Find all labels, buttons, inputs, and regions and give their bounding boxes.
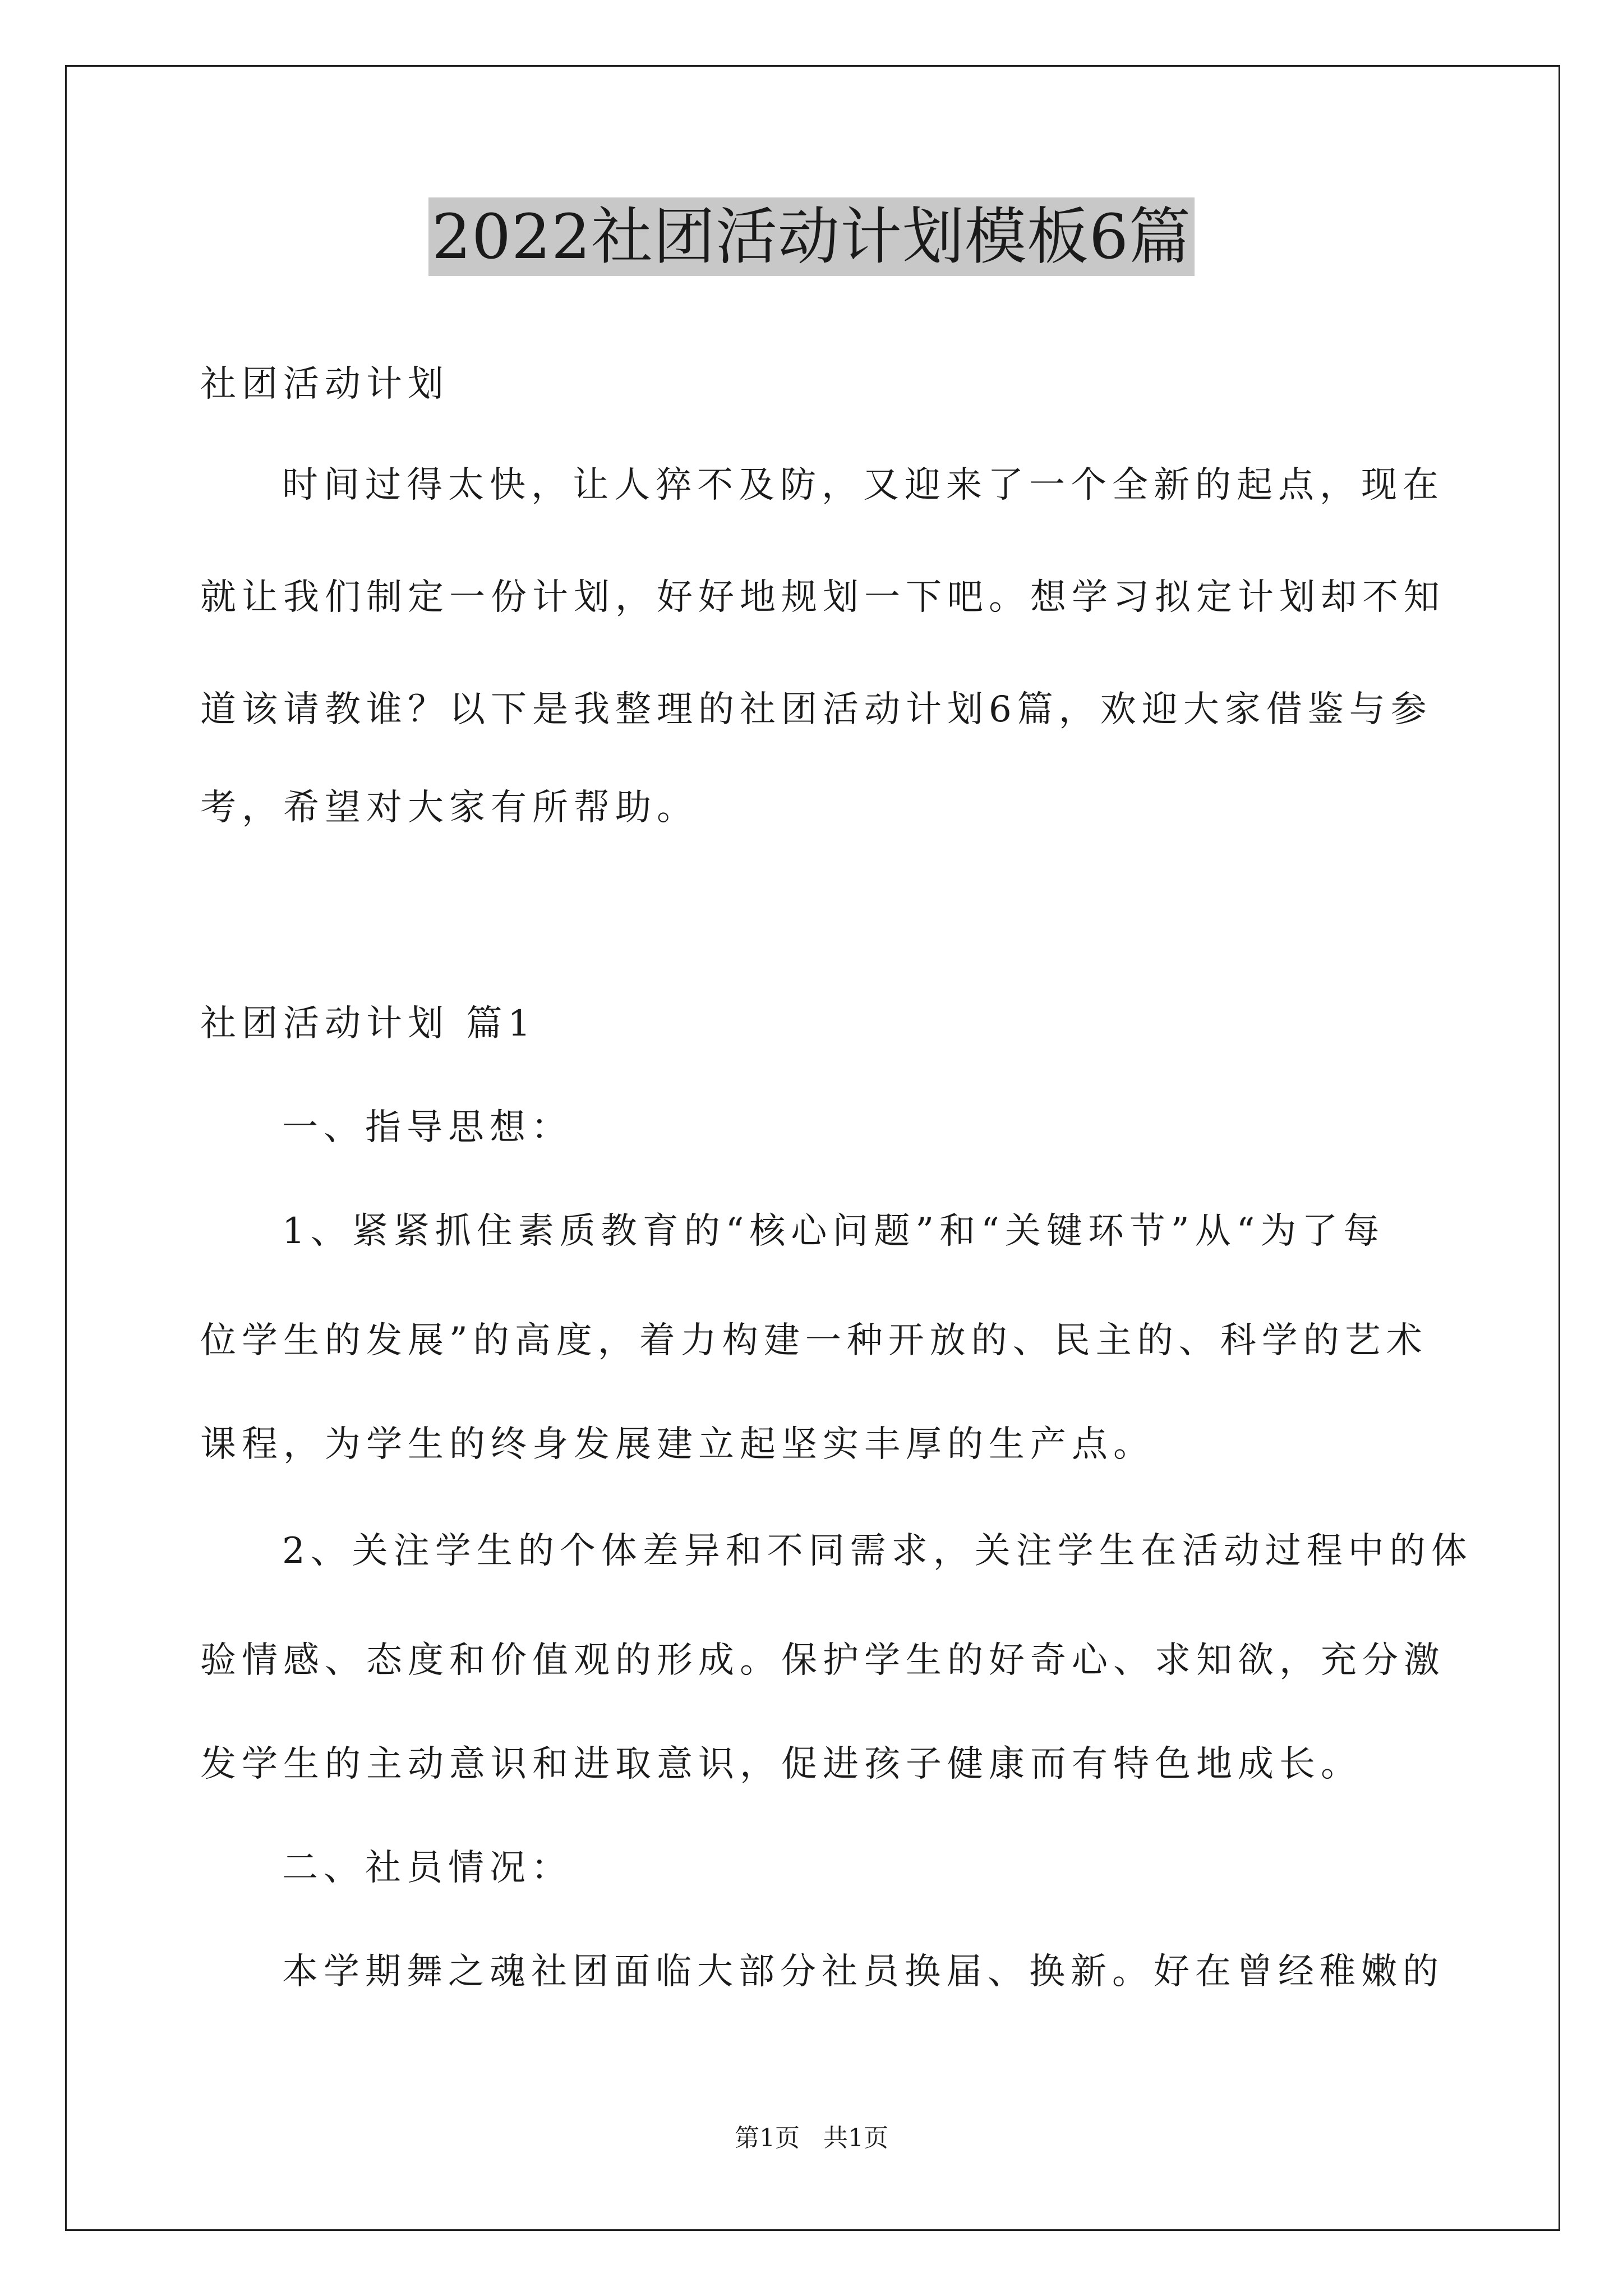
intro-line: 时间过得太快，让人猝不及防，又迎来了一个全新的起点，现在: [282, 464, 1444, 506]
page-number-footer: 第1页 共1页: [735, 2124, 888, 2152]
point-1-line: 课程，为学生的终身发展建立起坚实丰厚的生产点。: [200, 1424, 1155, 1465]
point-1-line: 1、紧紧抓住素质教育的“核心问题”和“关键环节”从“为了每: [282, 1211, 1385, 1252]
intro-line: 就让我们制定一份计划，好好地规划一下吧。想学习拟定计划却不知: [200, 577, 1445, 618]
section-title: 社团活动计划 篇1: [200, 1003, 537, 1045]
members-line: 本学期舞之魂社团面临大部分社员换届、换新。好在曾经稚嫩的: [282, 1951, 1444, 1993]
point-2-line: 验情感、态度和价值观的形成。保护学生的好奇心、求知欲，充分激: [200, 1640, 1445, 1681]
subheading-member-status: 二、社员情况：: [282, 1847, 573, 1889]
document-heading: 社团活动计划: [200, 364, 449, 405]
subheading-guiding-ideology: 一、指导思想：: [282, 1107, 573, 1148]
point-2-line: 发学生的主动意识和进取意识，促进孩子健康而有特色地成长。: [200, 1743, 1362, 1785]
title-container: [0, 197, 1623, 276]
document-title: 2022社团活动计划模板6篇: [428, 197, 1195, 276]
point-2-line: 2、关注学生的个体差异和不同需求，关注学生在活动过程中的体: [282, 1530, 1473, 1572]
intro-line: 考，希望对大家有所帮助。: [200, 787, 698, 829]
point-1-line: 位学生的发展”的高度，着力构建一种开放的、民主的、科学的艺术: [200, 1320, 1428, 1361]
intro-line: 道该请教谁？以下是我整理的社团活动计划6篇，欢迎大家借鉴与参: [200, 689, 1432, 730]
